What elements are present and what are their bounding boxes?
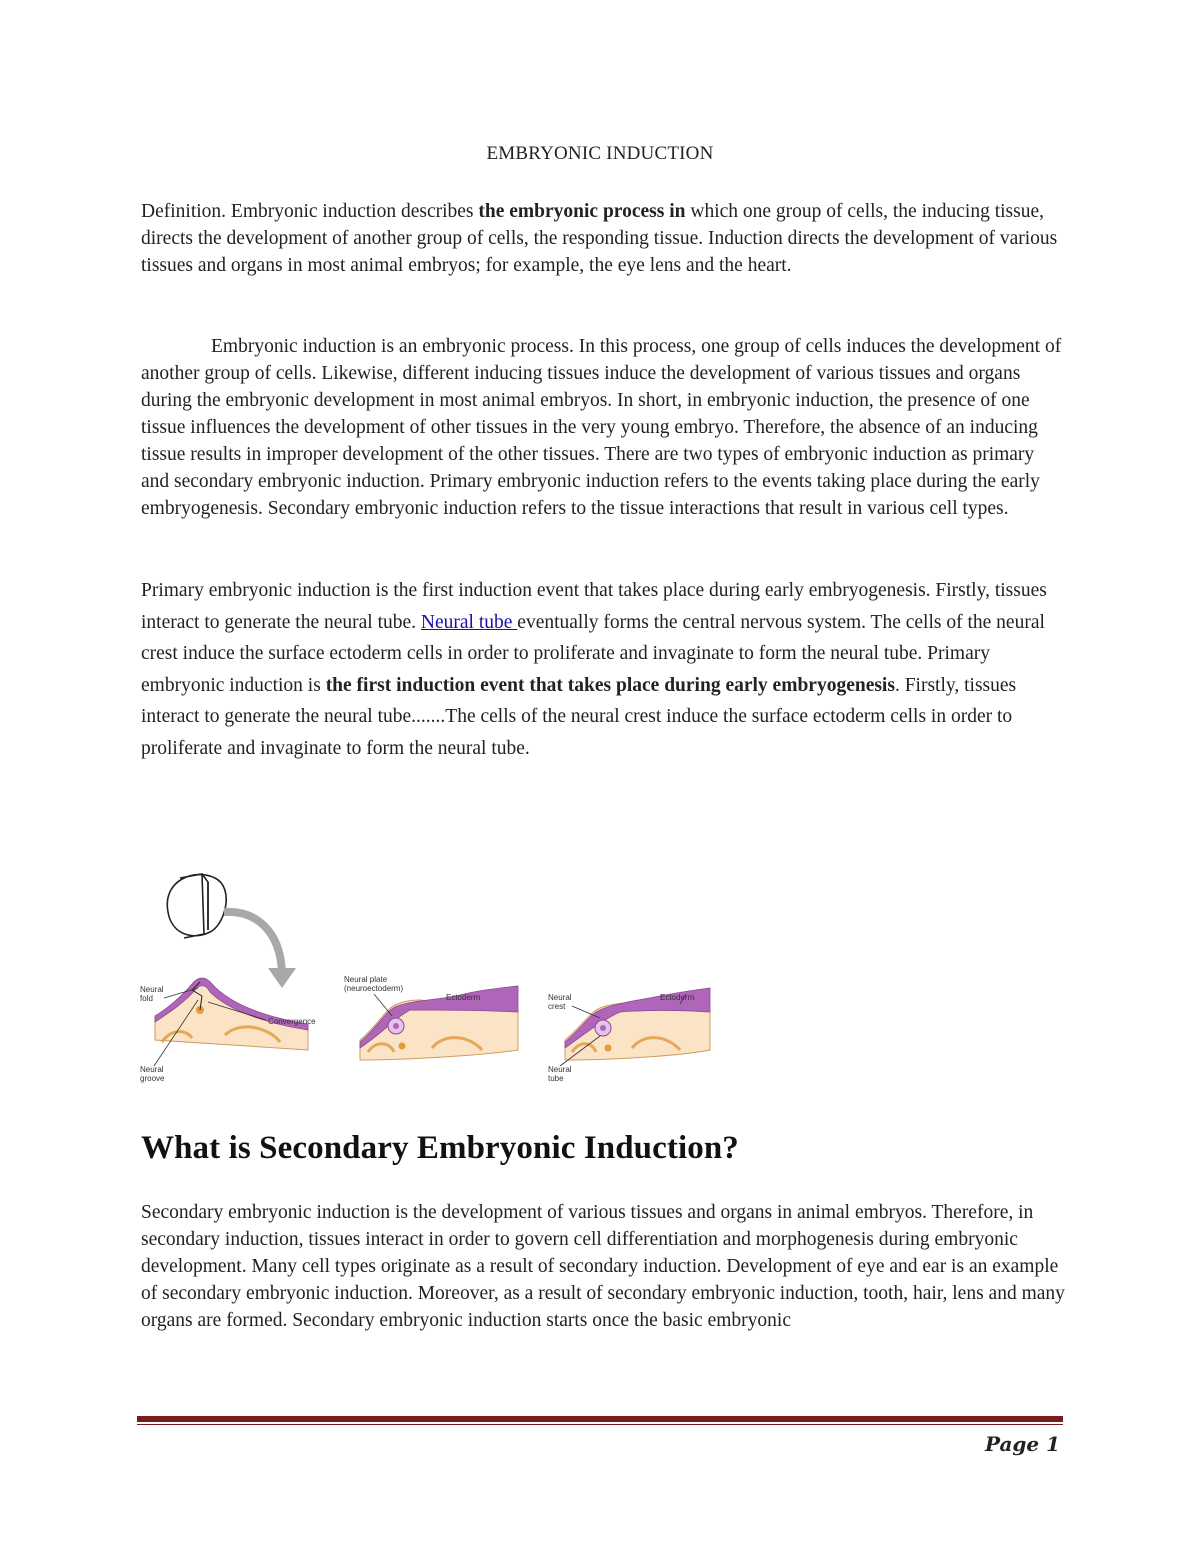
label-neural-fold-2: fold [140,994,153,1003]
label-neural-tube-2: tube [548,1074,564,1083]
neural-tube-figure [140,860,720,1095]
neural-tube-diagram [140,860,720,1095]
footer-rule-thin [137,1424,1063,1425]
body-paragraph-2: Embryonic induction is an embryonic process. In this process, one group of cells induces the development of another group of cells. Likewise, different inducing tissues induce the development of various tissues and organs during the embryonic development in most animal embryos. In short, in embryonic induction, the presence of one tissue influences the development of other tissues in the very young embryo. Therefore, the absence of an inducing tissue results in improper development of the other tissues. There are two types of embryonic induction as primary and secondary embryonic induction. Primary embryonic induction refers to the events taking place during the early embryogenesis. Secondary embryonic induction refers to the tissue interactions that result in various cell types. [141,336,1062,519]
page-number: Page 1 [984,1432,1060,1456]
definition-text-2: which one group of cells, the inducing tissue, directs the development of another group of cells, the responding tissue. Induction directs the development of various tissues and organs in most animal embryos; for example, the eye lens and the heart. [141,201,1058,276]
label-ectoderm-2: Ectoderm [446,993,481,1002]
p3-text-3: . Firstly, tissues interact to generate the neural tube.......The cells of the neural crest induce the surface ectoderm cells in order to proliferate and invaginate to form the neural tube. [141,674,1017,759]
label-neural-groove-2: groove [140,1074,165,1083]
p3-text-2: eventually forms the central nervous system. The cells of the neural crest induce the surface ectoderm cells in order to proliferate and invaginate to form the neural tube. Primary embryonic induction is [141,611,1045,696]
body-paragraph-3 [141,575,1066,764]
section-heading: What is Secondary Embryonic Induction? [141,1130,739,1166]
embryo-sketch-icon [167,874,226,938]
label-neural-crest-1: Neural [548,993,572,1002]
definition-text-1: Definition. Embryonic induction describes [141,201,479,222]
p3-bold: the first induction event that takes place during early embryogenesis [325,674,895,696]
label-neural-plate-1: Neural plate [344,975,388,984]
body-paragraph-4: Secondary embryonic induction is the development of various tissues and organs in animal embryos. Therefore, in secondary induction, tissues interact in order to govern cell differentiation and morphogenesis during embryonic development. Many cell types originate as a result of secondary induction. Development of eye and ear is an example of secondary embryonic induction. Moreover, as a result of secondary embryonic induction, tooth, hair, lens and many organs are formed. Secondary embryonic induction starts once the basic embryonic [141,1202,1065,1331]
label-convergence: Convergence [268,1017,316,1026]
label-neural-fold-1: Neural [140,985,164,994]
p3-text-1: Primary embryonic induction is the first induction event that takes place during early embryogenesis. Firstly, tissues interact to generate the neural tube. [141,580,1047,633]
footer-rule [137,1416,1063,1422]
definition-paragraph [141,198,1066,279]
label-neural-crest-2: crest [548,1002,566,1011]
label-neural-plate-2: (neuroectoderm) [344,984,404,993]
page-title: EMBRYONIC INDUCTION [486,143,714,164]
label-neural-groove-1: Neural [140,1065,164,1074]
panel-neural-tube [548,988,710,1083]
label-neural-tube-1: Neural [548,1065,572,1074]
definition-bold: the embryonic process in [478,201,686,222]
neural-tube-link[interactable]: Neural tube [420,611,518,633]
panel-neural-fold [140,978,316,1083]
panel-neural-plate [344,975,518,1060]
curved-arrow-icon [224,912,296,988]
label-ectoderm-3: Ectoderm [660,993,695,1002]
